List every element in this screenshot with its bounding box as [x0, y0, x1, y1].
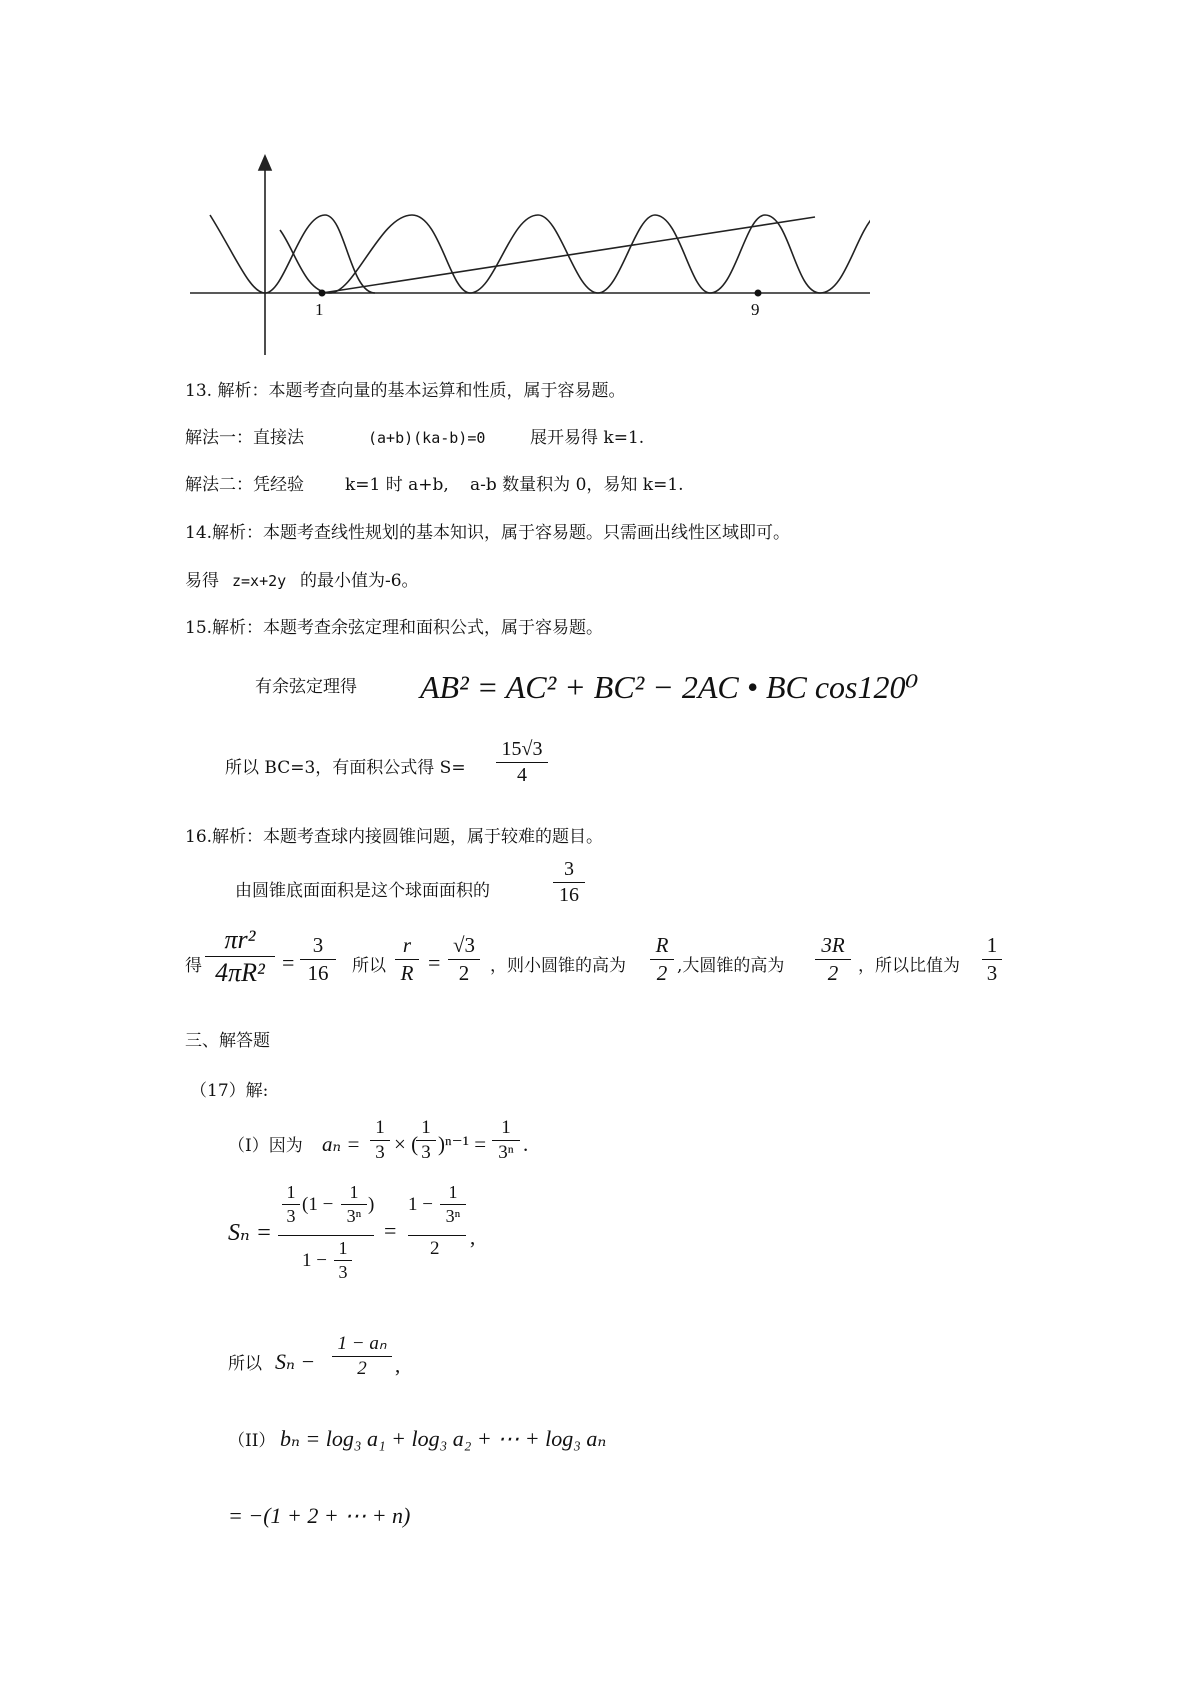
p16-f4-num: √3 [452, 933, 476, 957]
p16-ratio: ，所以比值为 [858, 956, 960, 976]
p16-big-h: ,大圆锥的高为 [677, 956, 785, 976]
p13-m2-text1: k=1 时 a+b, [345, 475, 449, 495]
fraction-bar [416, 1140, 436, 1141]
p16-f5-den: 2 [656, 961, 668, 985]
q17-i-f2n: 1 [421, 1117, 431, 1138]
fraction-bar [440, 1204, 466, 1205]
inner-frac-d [440, 1182, 466, 1227]
p14-line2-b: 的最小值为-6。 [300, 571, 419, 591]
p16-f2-den: 16 [307, 961, 329, 985]
q17-ii-expr: bₙ = log₃ a₁ + log₃ a₂ + ⋯ + log₃ aₙ [280, 1426, 607, 1451]
p16-eq2: = [428, 950, 441, 975]
q17-so-fraction [332, 1332, 392, 1380]
q17-sn-big-fraction [278, 1180, 376, 1290]
p13-m2-label: 解法二：凭经验 [185, 475, 304, 495]
q17-sn-right-fraction [408, 1180, 468, 1260]
p16-frac3 [395, 933, 419, 986]
p16-intro-num: 3 [564, 858, 574, 880]
p16-f4-den: 2 [458, 961, 470, 985]
p14-line2-expr: z=x+2y [232, 572, 287, 590]
q17-so-den: 2 [357, 1358, 367, 1379]
q17-sn-eq: = [384, 1218, 397, 1243]
q17-i-f2d: 3 [421, 1142, 431, 1163]
q17-sn-inner-d: 1 [349, 1182, 359, 1202]
fraction-bar [300, 959, 336, 960]
p16-f7-num: 1 [986, 933, 998, 957]
point-1 [319, 290, 326, 297]
p15-area-num: 15√3 [501, 738, 543, 760]
p13-title: 13. 解析：本题考查向量的基本运算和性质，属于容易题。 [185, 381, 626, 401]
fraction-bar [370, 1140, 390, 1141]
fraction-bar [982, 959, 1002, 960]
p16-f2-num: 3 [312, 933, 324, 957]
p16-f5-num: R [655, 933, 669, 957]
fraction-bar [496, 762, 548, 763]
q17-dot: . [523, 1132, 529, 1156]
p16-f6-num: 3R [821, 933, 845, 957]
p15-area-prefix: 所以 BC=3，有面积公式得 S= [225, 758, 466, 778]
p14-title: 14.解析：本题考查线性规划的基本知识，属于容易题。只需画出线性区域即可。 [185, 523, 791, 543]
sine-line-graph [190, 150, 870, 360]
q17-sn-r-num-c: 3ⁿ [445, 1206, 461, 1226]
q17-times: × ( [394, 1132, 419, 1156]
fraction-bar [448, 959, 480, 960]
fraction-bar [334, 1260, 352, 1261]
p15-area-fraction [496, 738, 548, 787]
p16-frac2 [300, 933, 336, 986]
fraction-bar [395, 959, 419, 960]
p15-law-label: 有余弦定理得 [255, 677, 357, 697]
p13-m1-label: 解法一：直接法 [185, 428, 304, 448]
q17-i-frac3 [492, 1117, 520, 1164]
q17-sn-inner-c: (1 − [302, 1194, 334, 1215]
q17-label: （17）解: [190, 1081, 269, 1101]
point-9 [755, 290, 762, 297]
p16-f3-den: R [400, 961, 414, 985]
fraction-bar [408, 1235, 466, 1236]
p16-frac4 [448, 933, 480, 986]
p16-f6-den: 2 [827, 961, 839, 985]
p15-title: 15.解析：本题考查余弦定理和面积公式，属于容易题。 [185, 618, 604, 638]
p16-intro: 由圆锥底面面积是这个球面面积的 [235, 881, 490, 901]
p16-intro-fraction [553, 858, 585, 907]
q17-i-frac2 [416, 1117, 436, 1164]
q17-i-f1n: 1 [375, 1117, 385, 1138]
inner-frac-c [334, 1238, 352, 1283]
fraction-bar [341, 1204, 367, 1205]
q17-sn-inner-b: 3 [286, 1206, 296, 1226]
y-axis-arrow [259, 156, 271, 170]
q17-sn-den-c: 3 [338, 1262, 348, 1282]
p16-de: 得 [185, 956, 202, 976]
fraction-bar [650, 959, 674, 960]
p16-suoyi: 所以 [352, 956, 386, 976]
q17-sn-inner-e: 3ⁿ [346, 1206, 362, 1226]
q17-i-f3d: 3ⁿ [498, 1142, 514, 1163]
section-heading: 三、解答题 [185, 1031, 270, 1051]
p16-f1-den: 4πR² [215, 958, 265, 987]
q17-so-comma: , [395, 1353, 401, 1377]
p16-intro-den: 16 [559, 884, 579, 906]
q17-sn-comma: , [470, 1225, 476, 1249]
p16-f3-num: r [402, 933, 412, 957]
fraction-bar [278, 1235, 374, 1236]
inner-frac-a [282, 1182, 300, 1227]
q17-sn-den-b: 1 [338, 1238, 348, 1258]
p16-frac5 [650, 933, 674, 986]
p13-m1-expr: (a+b)(ka-b)=0 [368, 429, 486, 447]
q17-i-f3n: 1 [501, 1117, 511, 1138]
p16-frac7 [982, 933, 1002, 986]
tick-label-1: 1 [315, 300, 324, 319]
q17-i-prefix: （I）因为 [228, 1136, 303, 1156]
curve-1 [210, 215, 375, 293]
straight-line [322, 217, 815, 293]
fraction-bar [815, 959, 851, 960]
p13-m1-tail: 展开易得 k=1. [530, 428, 645, 448]
q17-sn: Sₙ = [228, 1220, 272, 1246]
q17-ii-prefix: （II） [228, 1431, 276, 1451]
p15-area-den: 4 [517, 764, 527, 786]
fraction-bar [553, 882, 585, 883]
fraction-bar [205, 956, 275, 957]
p15-law-expr: AB² = AC² + BC² − 2AC • BC cos120⁰ [420, 669, 919, 705]
q17-i-frac1 [370, 1117, 390, 1164]
q17-sn-den-a: 1 − [302, 1250, 327, 1271]
p16-frac1 [205, 925, 275, 988]
q17-pow: )ⁿ⁻¹ = [438, 1132, 487, 1156]
fraction-bar [282, 1204, 300, 1205]
p14-line2-a: 易得 [185, 571, 219, 591]
q17-so-num: 1 − aₙ [337, 1333, 387, 1354]
p16-f7-den: 3 [986, 961, 998, 985]
q17-i-f1d: 3 [375, 1142, 385, 1163]
q17-an: aₙ = [322, 1132, 361, 1156]
q17-so-expr: Sₙ − [275, 1349, 316, 1374]
tick-label-9: 9 [751, 300, 760, 319]
inner-frac-b [341, 1182, 367, 1227]
q17-sn-r-num-b: 1 [448, 1182, 458, 1202]
q17-sn-inner-f: ) [368, 1194, 375, 1215]
p16-f1-num: πr² [224, 925, 256, 954]
q17-ii-line2: = −(1 + 2 + ⋯ + n) [228, 1503, 411, 1528]
q17-sn-r-num-a: 1 − [408, 1194, 433, 1215]
p16-small-h: ，则小圆锥的高为 [490, 956, 626, 976]
p16-eq: = [282, 950, 295, 975]
q17-so-prefix: 所以 [228, 1354, 262, 1374]
q17-sn-r-den: 2 [430, 1238, 440, 1259]
p13-m2-text2: a-b 数量积为 0，易知 k=1. [470, 475, 684, 495]
p16-frac6 [815, 933, 851, 986]
p16-title: 16.解析：本题考查球内接圆锥问题，属于较难的题目。 [185, 827, 604, 847]
fraction-bar [492, 1140, 520, 1141]
fraction-bar [332, 1356, 392, 1357]
q17-sn-inner-a: 1 [286, 1182, 296, 1202]
